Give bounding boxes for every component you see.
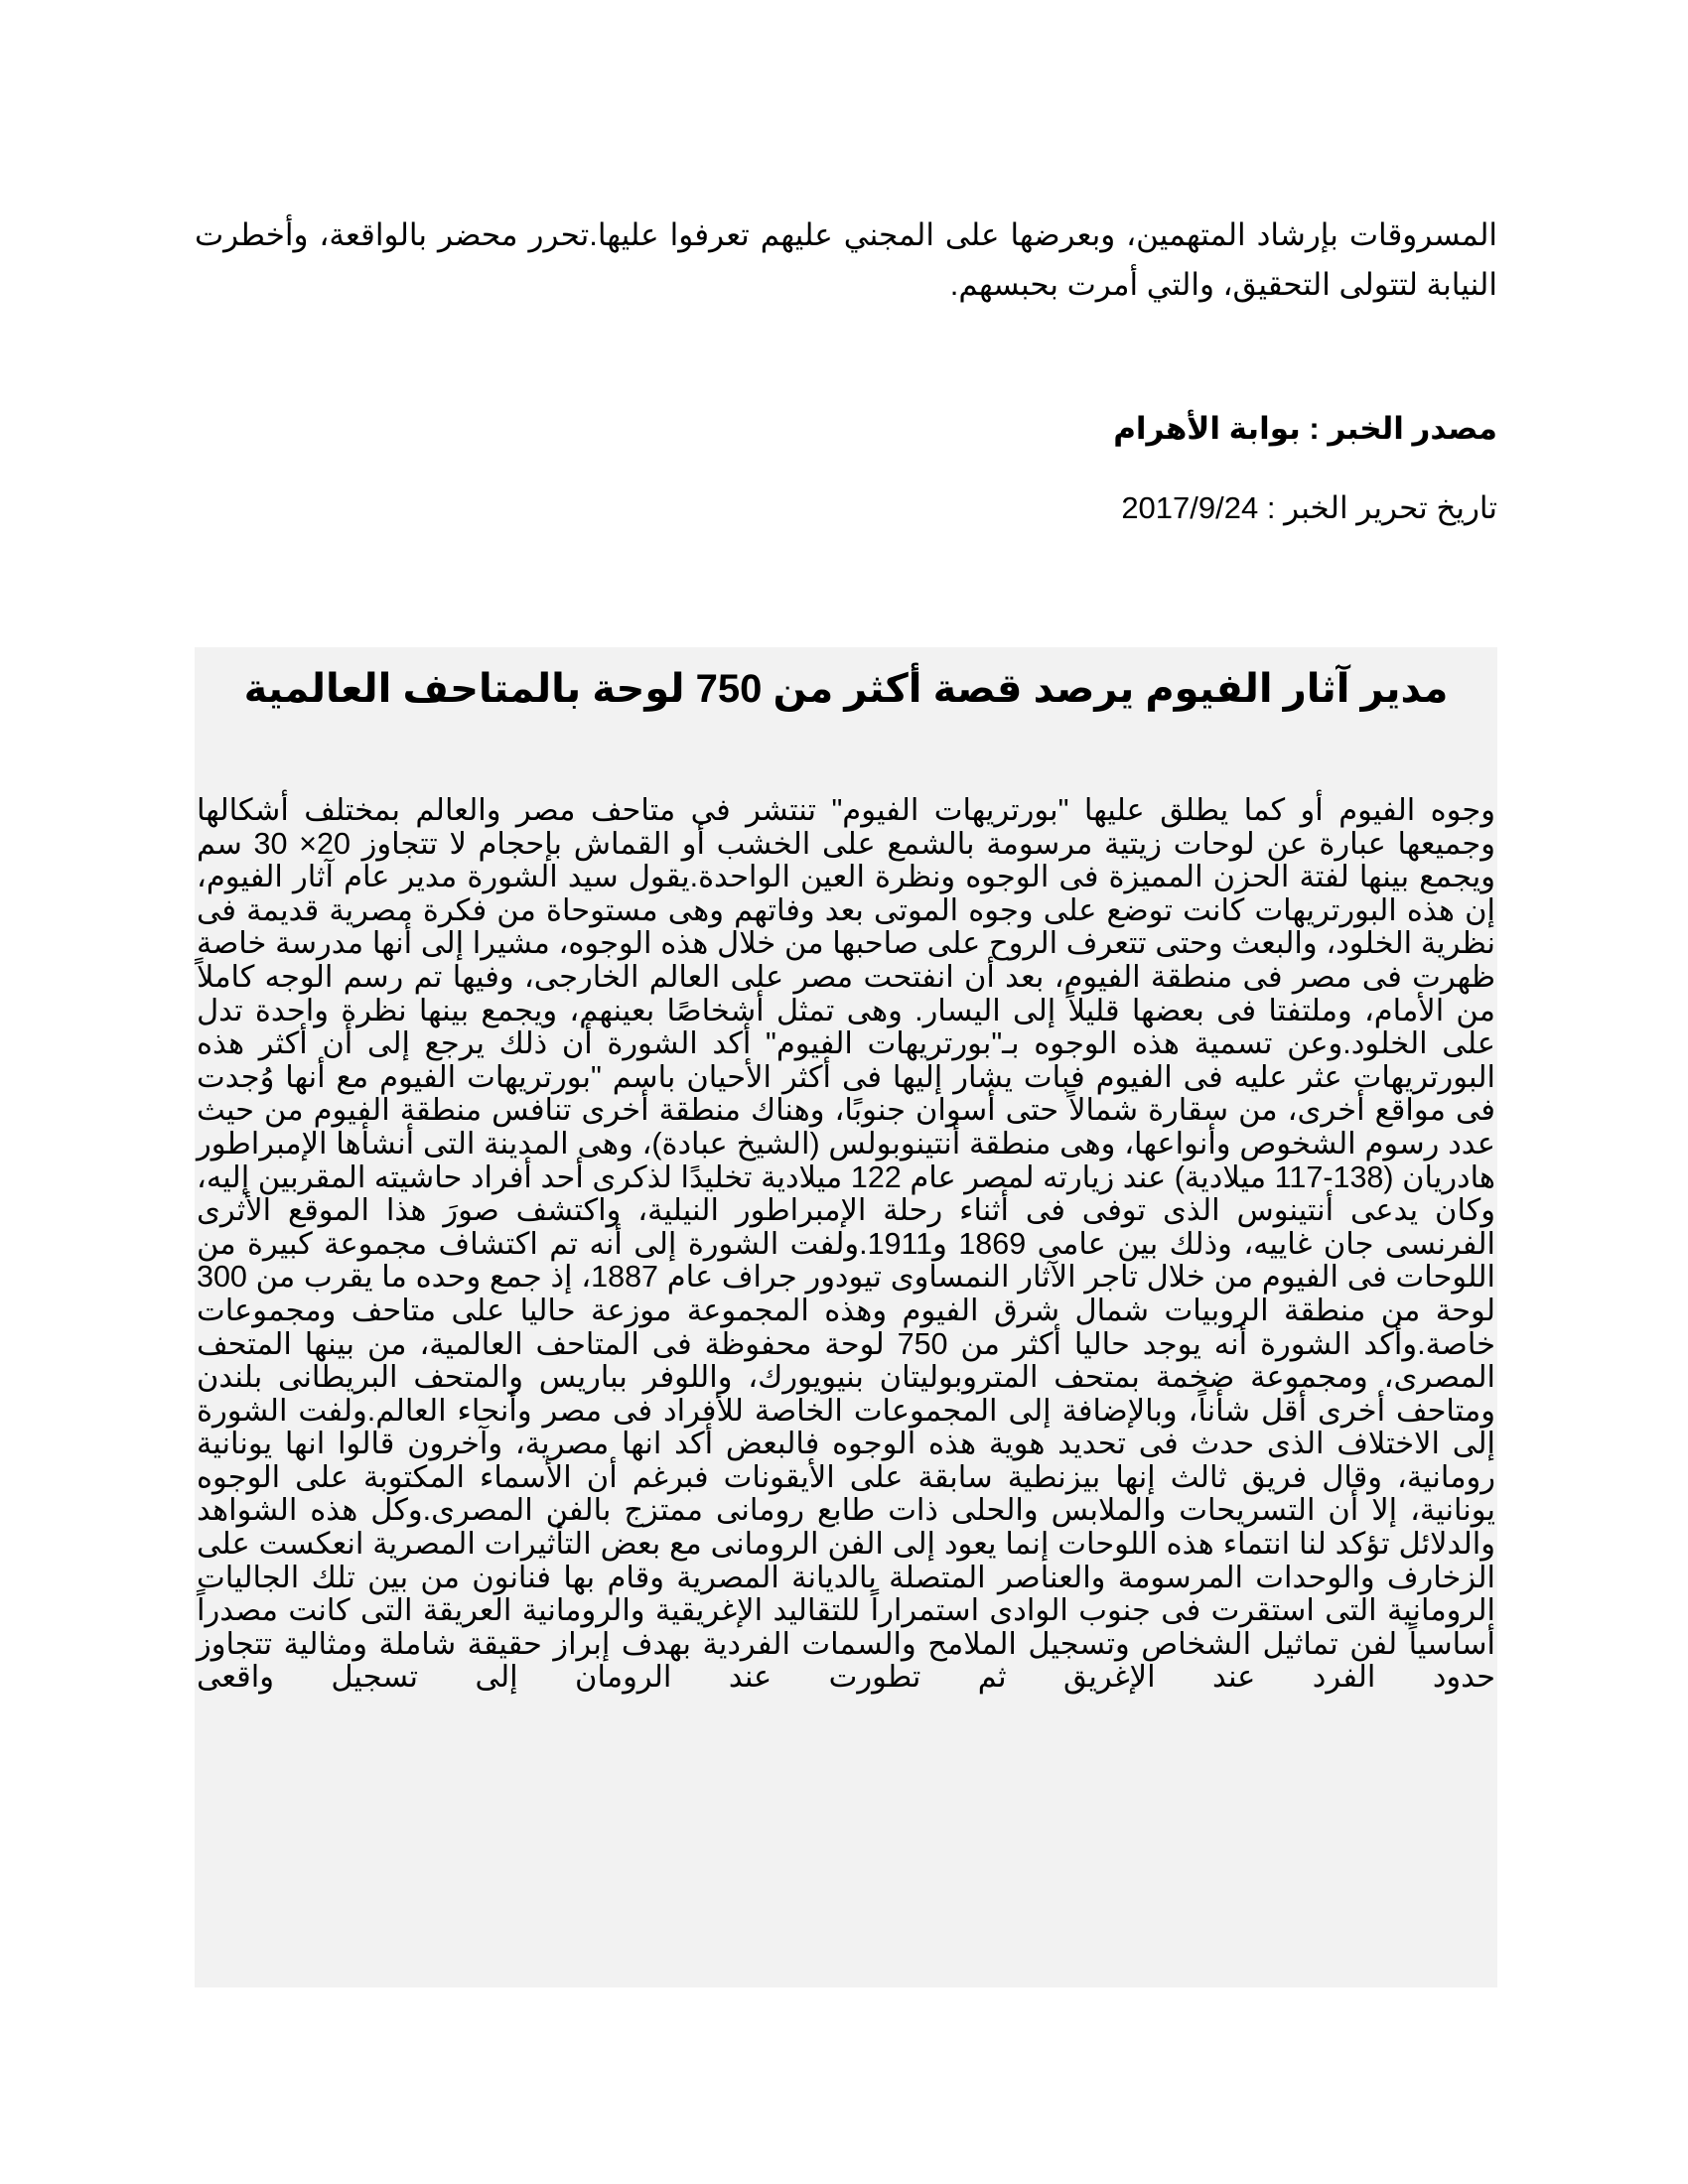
article-headline: مدير آثار الفيوم يرصد قصة أكثر من 750 لوحة بالمتاحف العالمية	[243, 667, 1449, 711]
news-date-value: 2017/9/24	[1121, 490, 1259, 525]
news-date-line	[195, 488, 1497, 528]
news-source-label: مصدر الخبر :	[1309, 411, 1497, 446]
previous-article-ending: المسروقات بإرشاد المتهمين، وبعرضها على المجني عليهم تعرفوا عليها.تحرر محضر بالواقعة، وأخطرت النيابة لتتولى التحقيق، والتي أمرت بحبسهم.	[195, 217, 1497, 302]
news-source-value: بوابة الأهرام	[1113, 411, 1301, 446]
news-source-line	[195, 409, 1497, 449]
article-block	[195, 647, 1497, 1987]
news-date-label: تاريخ تحرير الخبر :	[1266, 490, 1497, 525]
article-body: وجوه الفيوم أو كما يطلق عليها "بورتريهات الفيوم" تنتشر فى متاحف مصر والعالم بمختلف أشكالها وجميعها عبارة عن لوحات زيتية مرسومة بالشمع على الخشب أو القماش بإحجام لا تتجاوز 20× 30 سم ويجمع بينها لفتة الحزن المميزة فى الوجوه ونظرة العين الواحدة.يقول سيد الشورة مدير عام آثار الفيوم، إن هذه البورتريهات كانت توضع على وجوه الموتى بعد وفاتهم وهى مستوحاة من فكرة مصرية قديمة فى نظرية الخلود، والبعث وحتى تتعرف الروح على صاحبها من خلال هذه الوجوه، مشيرا إلى أنها مدرسة خاصة ظهرت فى مصر فى منطقة الفيوم، بعد أن انفتحت مصر على العالم الخارجى، وفيها تم رسم الوجه كاملاً من الأمام، وملتفتا فى بعضها قليلاً إلى اليسار. وهى تمثل أشخاصًا بعينهم، ويجمع بينها نظرة واحدة تدل على الخلود.وعن تسمية هذه الوجوه بـ"بورتريهات الفيوم" أكد الشورة أن ذلك يرجع إلى أن أكثر هذه البورتريهات عثر عليه فى الفيوم فبات يشار إليها فى أكثر الأحيان باسم "بورتريهات الفيوم مع أنها وُجدت فى مواقع أخرى، من سقارة شمالاً حتى أسوان جنوبًا، وهناك منطقة أخرى تنافس منطقة الفيوم من حيث عدد رسوم الشخوص وأنواعها، وهى منطقة أنتينوبولس (الشيخ عبادة)، وهى المدينة التى أنشأها الإمبراطور هادريان (138-117 ميلادية) عند زيارته لمصر عام 122 ميلادية تخليدًا لذكرى أحد أفراد حاشيته المقربين إليه، وكان يدعى أنتينوس الذى توفى فى أثناء رحلة الإمبراطور النيلية، واكتشف صورَ هذا الموقع الأثرى الفرنسى جان غاييه، وذلك بين عامى 1869 و1911.ولفت الشورة إلى أنه تم اكتشاف مجموعة كبيرة من اللوحات فى الفيوم من خلال تاجر الآثار النمساوى تيودور جراف عام 1887، إذ جمع وحده ما يقرب من 300 لوحة من منطقة الروبيات شمال شرق الفيوم وهذه المجموعة موزعة حاليا على متاحف ومجموعات خاصة.وأكد الشورة أنه يوجد حاليا أكثر من 750 لوحة محفوظة فى المتاحف العالمية، من بينها المتحف المصرى، ومجموعة ضخمة بمتحف المتروبوليتان بنيويورك، واللوفر بباريس والمتحف البريطانى بلندن ومتاحف أخرى أقل شأناً، وبالإضافة إلى المجموعات الخاصة للأفراد فى مصر وأنحاء العالم.ولفت الشورة إلى الاختلاف الذى حدث فى تحديد هوية هذه الوجوه فالبعض أكد انها مصرية، وآخرون قالوا انها يونانية رومانية، وقال فريق ثالث إنها بيزنطية سابقة على الأيقونات فبرغم أن الأسماء المكتوبة على الوجوه يونانية، إلا أن التسريحات والملابس والحلى ذات طابع رومانى ممتزج بالفن المصرى.وكل هذه الشواهد والدلائل تؤكد لنا انتماء هذه اللوحات إنما يعود إلى الفن الرومانى مع بعض التأثيرات المصرية انعكست على الزخارف والوحدات المرسومة والعناصر المتصلة بالديانة المصرية وقام بها فنانون من بين تلك الجاليات الرومانية التى استقرت فى جنوب الوادى استمراراً للتقاليد الإغريقية والرومانية العريقة التى كانت مصدراً أساسياً لفن تماثيل الشخاص وتسجيل الملامح والسمات الفردية بهدف إبراز حقيقة شاملة ومثالية تتجاوز حدود الفرد عند الإغريق ثم تطورت عند الرومان إلى تسجيل واقعى	[197, 793, 1496, 1695]
